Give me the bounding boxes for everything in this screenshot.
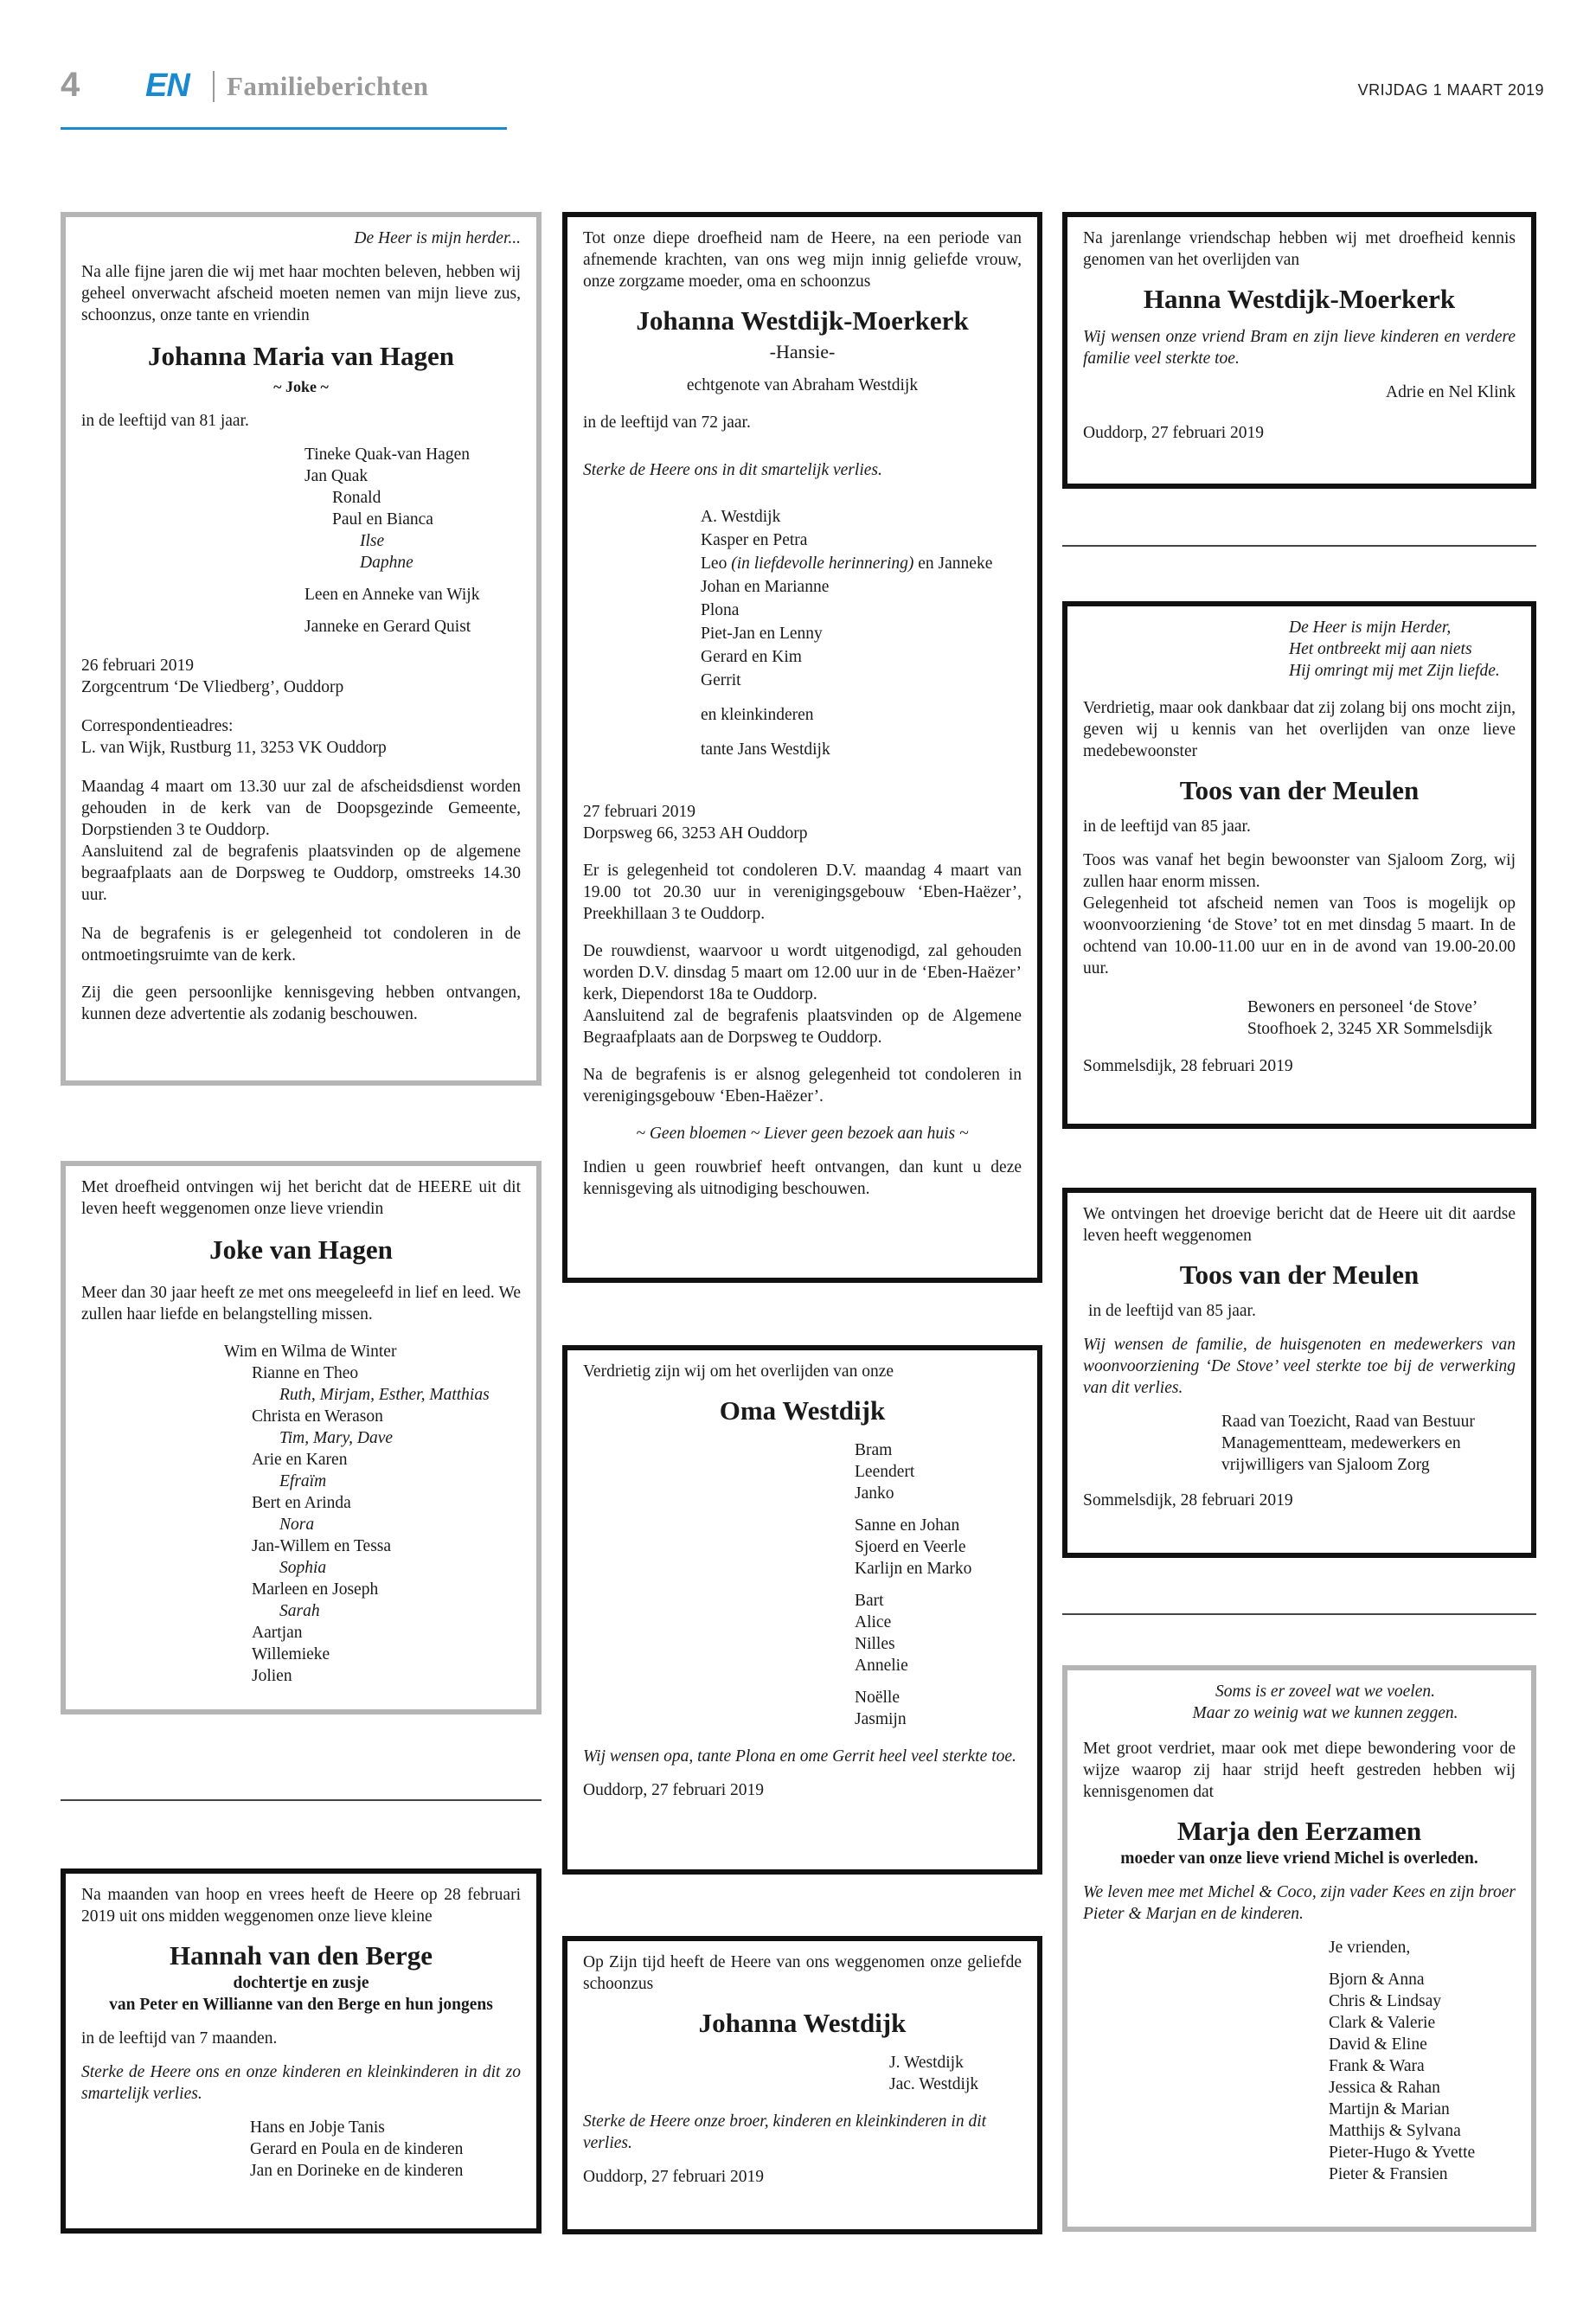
age-text: in de leeftijd van 85 jaar. xyxy=(1083,817,1251,836)
obituary-marja-den-eerzamen xyxy=(1062,1665,1536,2232)
age-text: in de leeftijd van 7 maanden. xyxy=(81,2029,278,2048)
family-list xyxy=(81,2117,521,2182)
family-member: Marleen en Joseph xyxy=(252,1580,379,1599)
verse-text: Sterke de Heere ons en onze kinderen en kleinkinderen in dit zo smartelijk verlies. xyxy=(81,2063,521,2103)
correspondence-address: L. van Wijk, Rustburg 11, 3253 VK Ouddorp xyxy=(81,739,387,757)
subtitle-1: dochtertje en zusje xyxy=(233,1974,369,1992)
deceased-name: Marja den Eerzamen xyxy=(1176,1816,1422,1846)
family-member: Rianne en Theo xyxy=(252,1364,359,1382)
family-member: Christa en Werason xyxy=(252,1407,383,1426)
burial-text: Aansluitend zal de begrafenis plaatsvinden op de Algemene Begraafplaats aan de Dorpsweg te Ouddorp. xyxy=(583,1007,1022,1047)
family-member: Johan en Marianne xyxy=(701,578,830,596)
tribute-text: Toos was vanaf het begin bewoonster van Sjaloom Zorg, wij zullen haar enorm missen. xyxy=(1083,851,1516,891)
aunt-text: tante Jans Westdijk xyxy=(701,740,830,759)
date-place: Ouddorp, 27 februari 2019 xyxy=(583,1781,765,1799)
condolence-text: Er is gelegenheid tot condoleren D.V. maandag 4 maart van 19.00 tot 20.30 uur in verenigingsgebouw ‘Eben-Haëzer’, Preekhillaan 3 te Ouddorp. xyxy=(583,862,1022,923)
obituary-oma-westdijk xyxy=(562,1345,1042,1875)
date-place: Sommelsdijk, 28 februari 2019 xyxy=(1083,1491,1293,1509)
deceased-name: Toos van der Meulen xyxy=(1179,1259,1420,1290)
notice-text: Zij die geen persoonlijke kennisgeving hebben ontvangen, kunnen deze advertentie als zodanig beschouwen. xyxy=(81,984,521,1023)
date-place: Sommelsdijk, 28 februari 2019 xyxy=(1083,1057,1293,1075)
deceased-name: Joke van Hagen xyxy=(209,1234,393,1265)
friend-name: Pieter & Fransien xyxy=(1329,2165,1448,2183)
family-list xyxy=(81,444,521,638)
obituary-joke-van-hagen xyxy=(61,1161,542,1715)
family-member: Arie en Karen xyxy=(252,1451,348,1469)
family-member: Ilse xyxy=(360,532,385,550)
correspondence-label: Correspondentieadres: xyxy=(81,717,234,735)
family-member: Kasper en Petra xyxy=(701,531,808,549)
friends-list xyxy=(1083,1937,1516,2185)
intro-text: We ontvingen het droevige bericht dat de Heere uit dit aardse leven heeft weggenomen xyxy=(1083,1205,1516,1245)
intro-text: Verdrietig, maar ook dankbaar dat zij zolang bij ons mocht zijn, geven wij u kennis van het overlijden van onze lieve medebewoonster xyxy=(1083,699,1516,760)
family-member: Jan Quak xyxy=(304,467,369,485)
family-list xyxy=(583,1439,1022,1730)
obituary-toos-van-der-meulen-2 xyxy=(1062,1188,1536,1558)
friend-name: Pieter-Hugo & Yvette xyxy=(1329,2144,1476,2162)
deceased-name: Johanna Westdijk xyxy=(698,2008,907,2038)
obituary-johanna-westdijk-moerkerk xyxy=(562,212,1042,1283)
deceased-name: Oma Westdijk xyxy=(719,1395,886,1426)
date-place: Ouddorp, 27 februari 2019 xyxy=(1083,424,1265,442)
obituary-johanna-westdijk xyxy=(562,1936,1042,2234)
family-member: Bert en Arinda xyxy=(252,1494,351,1512)
family-member: A. Westdijk xyxy=(701,508,781,526)
motto: De Heer is mijn herder... xyxy=(354,229,521,247)
friend-name: Matthijs & Sylvana xyxy=(1329,2122,1461,2140)
address-line: Dorpsweg 66, 3253 AH Ouddorp xyxy=(583,824,808,843)
signature: Adrie en Nel Klink xyxy=(1385,383,1516,401)
deceased-name: Hanna Westdijk-Moerkerk xyxy=(1143,284,1456,314)
deceased-name: Johanna Maria van Hagen xyxy=(148,341,454,371)
motto-line: Maar zo weinig wat we kunnen zeggen. xyxy=(1192,1704,1458,1722)
place-line: Zorgcentrum ‘De Vliedberg’, Ouddorp xyxy=(81,678,344,696)
family-member: Karlijn en Marko xyxy=(855,1560,972,1578)
family-member: Jac. Westdijk xyxy=(889,2075,979,2093)
family-member: Ruth, Mirjam, Esther, Matthias xyxy=(279,1386,490,1404)
family-member: Jasmijn xyxy=(855,1710,907,1728)
header-separator xyxy=(213,71,215,102)
intro-text: Na jarenlange vriendschap hebben wij met droefheid kennis genomen van het overlijden van xyxy=(1083,229,1516,269)
signature-line: Managementteam, medewerkers en xyxy=(1221,1434,1461,1452)
family-member: Wim en Wilma de Winter xyxy=(224,1343,397,1361)
notice-text: Indien u geen rouwbrief heeft ontvangen, dan kunt u deze kennisgeving als uitnodiging beschouwen. xyxy=(583,1158,1022,1198)
family-member: Piet-Jan en Lenny xyxy=(701,625,823,643)
farewell-text: Gelegenheid tot afscheid nemen van Toos is mogelijk op woonvoorziening ‘de Stove’ tot en met dinsdag 5 maart. In de ochtend van 10.00-11.00 uur en in de avond van 19.00-20.00 uur. xyxy=(1083,894,1516,977)
motto-line: Hij omringt mij met Zijn liefde. xyxy=(1289,662,1500,680)
condolence-text: Na de begrafenis is er gelegenheid tot condoleren in de ontmoetingsruimte van de kerk. xyxy=(81,925,521,965)
intro-text: Op Zijn tijd heeft de Heere van ons weggenomen onze geliefde schoonzus xyxy=(583,1953,1022,1993)
intro-text: Na alle fijne jaren die wij met haar mochten beleven, hebben wij geheel onverwacht afscheid moeten nemen van mijn lieve zus, schoonzus, onze tante en vriendin xyxy=(81,263,521,324)
page-number: 4 xyxy=(61,66,80,104)
section-title: Familieberichten xyxy=(227,71,429,101)
obituary-hanna-westdijk-moerkerk xyxy=(1062,212,1536,489)
family-member: Sanne en Johan xyxy=(855,1516,960,1535)
friend-name: Frank & Wara xyxy=(1329,2057,1425,2075)
tribute-text: Meer dan 30 jaar heeft ze met ons meegeleefd in lief en leed. We zullen haar liefde en belangstelling missen. xyxy=(81,1284,521,1324)
issue-date: VRIJDAG 1 MAART 2019 xyxy=(1357,81,1544,99)
date-line: 27 februari 2019 xyxy=(583,803,695,821)
family-list xyxy=(583,505,1022,761)
family-member: Jan en Dorineke en de kinderen xyxy=(250,2162,464,2180)
friend-name: Jessica & Rahan xyxy=(1329,2079,1440,2097)
flowers-text: ~ Geen bloemen ~ Liever geen bezoek aan huis ~ xyxy=(636,1125,969,1143)
family-member: Sarah xyxy=(279,1602,320,1620)
family-member: Bram xyxy=(855,1441,893,1459)
family-list xyxy=(583,2052,1022,2095)
signature-line: Bewoners en personeel ‘de Stove’ xyxy=(1247,998,1478,1016)
subtitle: moeder van onze lieve vriend Michel is overleden. xyxy=(1120,1849,1478,1868)
family-list xyxy=(81,1341,521,1687)
family-member: Alice xyxy=(855,1613,892,1631)
family-member: Nilles xyxy=(855,1635,895,1653)
family-member: Efraïm xyxy=(279,1472,327,1490)
wish-text: Wij wensen de familie, de huisgenoten en medewerkers van woonvoorziening ‘De Stove’ veel sterkte toe bij de verwerking van dit verlies. xyxy=(1083,1336,1516,1397)
friend-name: Martijn & Marian xyxy=(1329,2100,1450,2118)
column-divider xyxy=(61,1799,542,1801)
verse-text: Sterke de Heere ons in dit smartelijk verlies. xyxy=(583,461,882,479)
service-text: De rouwdienst, waarvoor u wordt uitgenodigd, zal gehouden worden D.V. dinsdag 5 maart om 12.00 uur in de ‘Eben-Haëzer’ kerk, Diependorst 18a te Ouddorp. xyxy=(583,942,1022,1003)
family-member: Jan-Willem en Tessa xyxy=(252,1537,392,1555)
family-member: Leen en Anneke van Wijk xyxy=(304,586,480,604)
burial-text: Aansluitend zal de begrafenis plaatsvinden op de algemene begraafplaats aan de Dorpsweg te Ouddorp, omstreeks 14.30 uur. xyxy=(81,843,521,904)
motto xyxy=(1083,1681,1516,1724)
family-member: Gerrit xyxy=(701,671,741,689)
family-member: Bart xyxy=(855,1592,884,1610)
intro-text: Na maanden van hoop en vrees heeft de Heere op 28 februari 2019 uit ons midden weggenomen onze lieve kleine xyxy=(81,1886,521,1926)
family-member: J. Westdijk xyxy=(889,2054,964,2072)
family-member: Annelie xyxy=(855,1657,908,1675)
age-text: in de leeftijd van 72 jaar. xyxy=(583,413,751,432)
signature xyxy=(1083,1411,1516,1476)
spouse-text: echtgenote van Abraham Westdijk xyxy=(686,376,919,394)
wish-text: Wij wensen opa, tante Plona en ome Gerrit heel veel sterkte toe. xyxy=(583,1747,1016,1766)
intro-text: Met droefheid ontvingen wij het bericht dat de HEERE uit dit leven heeft weggenomen onze lieve vriendin xyxy=(81,1178,521,1218)
signature-line: Raad van Toezicht, Raad van Bestuur xyxy=(1221,1413,1475,1431)
friends-label: Je vrienden, xyxy=(1329,1939,1411,1957)
family-member: Jolien xyxy=(252,1667,292,1685)
intro-text: Tot onze diepe droefheid nam de Heere, na een periode van afnemende krachten, van ons weg mijn innig geliefde vrouw, onze zorgzame moeder, oma en schoonzus xyxy=(583,229,1022,291)
condolence-text-2: Na de begrafenis is er alsnog gelegenheid tot condoleren in verenigingsgebouw ‘Eben-Haëzer’. xyxy=(583,1066,1022,1106)
family-member: Nora xyxy=(279,1516,315,1534)
family-member: Gerard en Poula en de kinderen xyxy=(250,2140,464,2158)
family-member: Aartjan xyxy=(252,1624,303,1642)
family-member: Leo (in liefdevolle herinnering) en Janneke xyxy=(701,554,993,573)
column-divider xyxy=(1062,545,1536,547)
obituary-hannah-van-den-berge xyxy=(61,1868,542,2234)
friend-name: David & Eline xyxy=(1329,2035,1427,2054)
age-text: in de leeftijd van 81 jaar. xyxy=(81,412,249,430)
intro-text: Verdrietig zijn wij om het overlijden van onze xyxy=(583,1362,894,1381)
family-member: Plona xyxy=(701,601,740,619)
family-member: Tineke Quak-van Hagen xyxy=(304,445,470,464)
motto-line: De Heer is mijn Herder, xyxy=(1289,619,1452,637)
date-line: 26 februari 2019 xyxy=(81,657,194,675)
deceased-name: Toos van der Meulen xyxy=(1179,775,1420,805)
friend-name: Bjorn & Anna xyxy=(1329,1971,1425,1989)
grandchildren-text: en kleinkinderen xyxy=(701,706,814,724)
motto-line: Soms is er zoveel wat we voelen. xyxy=(1215,1682,1435,1701)
family-member: Ronald xyxy=(332,489,381,507)
family-member: Gerard en Kim xyxy=(701,648,802,666)
family-member: Hans en Jobje Tanis xyxy=(250,2118,385,2137)
signature-line: vrijwilligers van Sjaloom Zorg xyxy=(1221,1456,1430,1474)
friend-name: Chris & Lindsay xyxy=(1329,1992,1441,2010)
family-member: Paul en Bianca xyxy=(332,510,433,529)
family-member: Noëlle xyxy=(855,1689,900,1707)
motto xyxy=(1083,617,1516,682)
obituary-johanna-maria-van-hagen xyxy=(61,212,542,1086)
wish-text: Wij wensen onze vriend Bram en zijn lieve kinderen en verdere familie veel sterkte toe. xyxy=(1083,328,1516,368)
column-divider xyxy=(1062,1613,1536,1615)
deceased-name: Hannah van den Berge xyxy=(169,1940,433,1971)
service-text: Maandag 4 maart om 13.30 uur zal de afscheidsdienst worden gehouden in de kerk van de Doopsgezinde Gemeente, Dorpstienden 3 te Ouddorp. xyxy=(81,778,521,839)
age-text: in de leeftijd van 85 jaar. xyxy=(1088,1302,1256,1320)
family-member: Tim, Mary, Dave xyxy=(279,1429,394,1447)
header-underline xyxy=(61,127,507,130)
friend-name: Clark & Valerie xyxy=(1329,2014,1436,2032)
family-member: Sophia xyxy=(279,1559,327,1577)
family-member: Leendert xyxy=(855,1463,915,1481)
newspaper-logo: EN xyxy=(145,67,189,104)
family-member: Daphne xyxy=(360,554,413,572)
family-member: Janko xyxy=(855,1484,894,1503)
family-member: Willemieke xyxy=(252,1645,330,1663)
subtitle-2: van Peter en Willianne van den Berge en hun jongens xyxy=(109,1996,493,2014)
verse-text: Sterke de Heere onze broer, kinderen en kleinkinderen in dit verlies. xyxy=(583,2112,987,2152)
signature-line: Stoofhoek 2, 3245 XR Sommelsdijk xyxy=(1247,1020,1493,1038)
signature xyxy=(1083,997,1516,1040)
nickname: -Hansie- xyxy=(769,341,836,362)
motto-line: Het ontbreekt mij aan niets xyxy=(1289,640,1472,658)
family-member: Janneke en Gerard Quist xyxy=(304,618,471,636)
deceased-name: Johanna Westdijk-Moerkerk xyxy=(636,305,969,336)
date-place: Ouddorp, 27 februari 2019 xyxy=(583,2168,765,2186)
nickname: ~ Joke ~ xyxy=(273,378,329,395)
wish-text: We leven mee met Michel & Coco, zijn vader Kees en zijn broer Pieter & Marjan en de kinderen. xyxy=(1083,1883,1516,1923)
intro-text: Met groot verdriet, maar ook met diepe bewondering voor de wijze waarop zij haar strijd heeft gestreden hebben wij kennisgenomen dat xyxy=(1083,1740,1516,1801)
family-member: Sjoerd en Veerle xyxy=(855,1538,966,1556)
obituary-toos-van-der-meulen-1 xyxy=(1062,601,1536,1129)
